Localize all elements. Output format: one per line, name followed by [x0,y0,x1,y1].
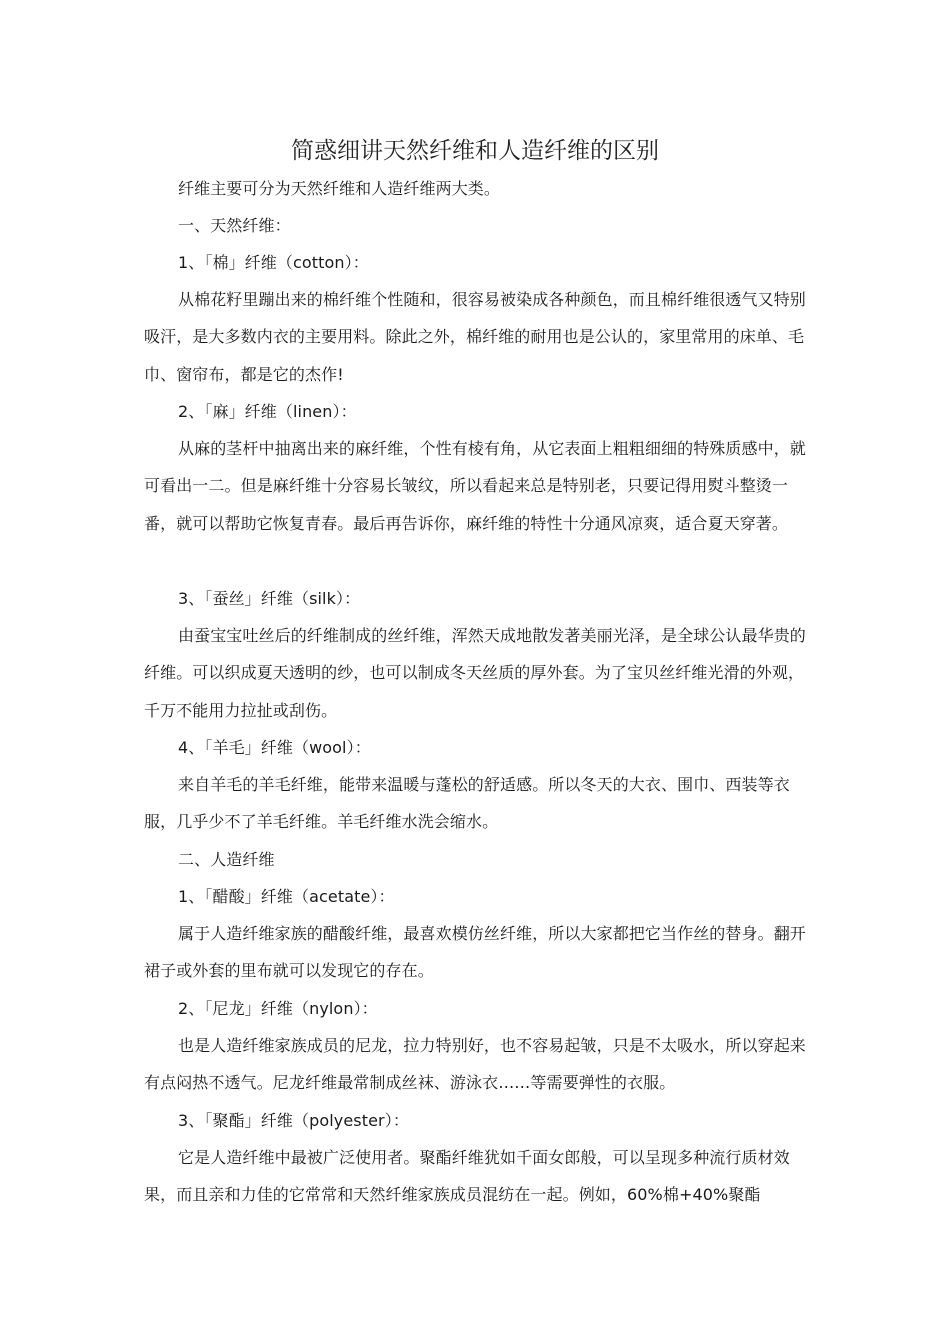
paragraph-acetate: 属于人造纤维家族的醋酸纤维，最喜欢模仿丝纤维，所以大家都把它当作丝的替身。翻开裙子或外套的里布就可以发现它的存在。 [144,924,806,981]
document-title: 简惑细讲天然纤维和人造纤维的区别 [291,138,659,164]
section-heading-natural: 一、天然纤维： [178,216,291,235]
subheading-nylon: 2、「尼龙」纤维（nylon）： [178,999,378,1018]
section-heading-manmade: 二、人造纤维 [178,850,275,869]
paragraph-polyester: 它是人造纤维中最被广泛使用者。聚酯纤维犹如千面女郎般，可以呈现多种流行质材效果，而且亲和力佳的它常常和天然纤维家族成员混纺在一起。例如，60%棉+40%聚酯 [144,1148,790,1205]
paragraph-nylon: 也是人造纤维家族成员的尼龙，拉力特别好，也不容易起皱，只是不太吸水，所以穿起来有点闷热不透气。尼龙纤维最常制成丝袜、游泳衣……等需要弹性的衣服。 [144,1036,806,1093]
subheading-polyester: 3、「聚酯」纤维（polyester）： [178,1111,409,1130]
paragraph-cotton: 从棉花籽里蹦出来的棉纤维个性随和，很容易被染成各种颜色，而且棉纤维很透气又特别吸汗，是大多数内衣的主要用料。除此之外，棉纤维的耐用也是公认的，家里常用的床单、毛巾、窗帘布，都是它的杰作! [144,290,806,384]
paragraph-silk: 由蚕宝宝吐丝后的纤维制成的丝纤维，浑然天成地散发著美丽光泽，是全球公认最华贵的纤维。可以织成夏天透明的纱，也可以制成冬天丝质的厚外套。为了宝贝丝纤维光滑的外观，千万不能用力拉扯或刮伤。 [144,626,806,720]
subheading-acetate: 1、「醋酸」纤维（acetate）： [178,887,395,906]
subheading-silk: 3、「蚕丝」纤维（silk）： [178,589,361,608]
paragraph-linen: 从麻的茎杆中抽离出来的麻纤维，个性有棱有角，从它表面上粗粗细细的特殊质感中，就可看出一二。但是麻纤维十分容易长皱纹，所以看起来总是特别老，只要记得用熨斗整烫一番，就可以帮助它恢复青春。最后再告诉你，麻纤维的特性十分通风凉爽，适合夏天穿著。 [144,439,806,533]
subheading-cotton: 1、「棉」纤维（cotton）： [178,253,369,272]
paragraph-wool: 来自羊毛的羊毛纤维，能带来温暖与蓬松的舒适感。所以冬天的大衣、围巾、西装等衣服，几乎少不了羊毛纤维。羊毛纤维水洗会缩水。 [144,775,790,832]
subheading-wool: 4、「羊毛」纤维（wool）： [178,738,371,757]
intro-paragraph: 纤维主要可分为天然纤维和人造纤维两大类。 [178,179,501,198]
subheading-linen: 2、「麻」纤维（linen）： [178,402,357,421]
